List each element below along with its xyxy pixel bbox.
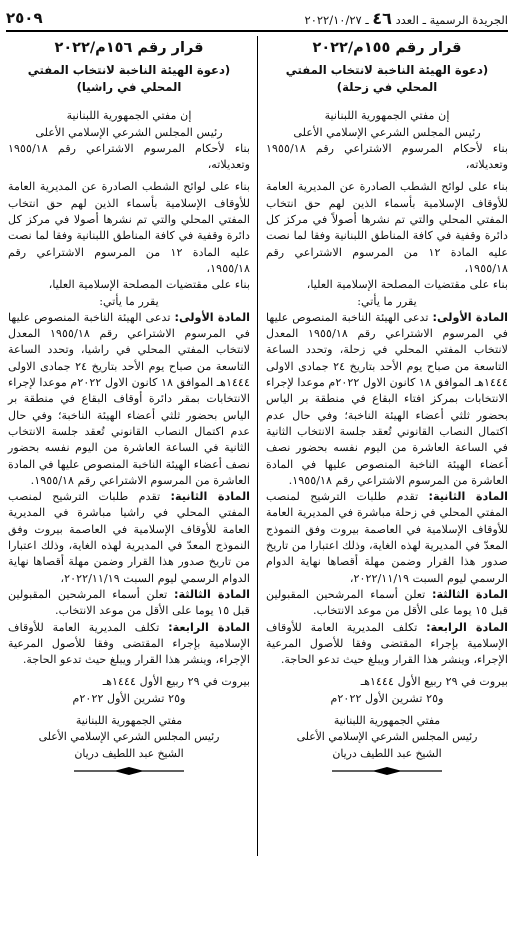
decision-subtitle: (دعوة الهيئة الناخبة لانتخاب المفتي المحلي في راشيا) [27, 63, 231, 95]
page-number: ٢٥٠٩ [6, 9, 43, 27]
article-label: المادة الثانية: [170, 490, 250, 504]
article-label: المادة الرابعة: [168, 620, 250, 634]
signature-name: الشيخ عبد اللطيف دريان [332, 746, 442, 760]
recital-paragraph: بناء على مقتضيات المصلحة الإسلامية العليا، [48, 278, 250, 292]
article-text: تدعى الهيئة الناخبة المنصوص عليها في المرسوم الاشتراعي رقم ١٩٥٥/١٨ المعدل لانتخاب المفتي المحلي في زحلة، وتحدد الساعة التاسعة من صباح يوم الأحد بتاريخ ٢٤ جمادى الاولى ١٤٤٤هـ الموافق ١٨ كانون الاول ٢٠٢٢م موعدا لإجراء الانتخابات بمركز افتاء البقاع في منطقة بر الياس بحضور ثلثي أعضاء الهيئة الناخبة؛ وفي حال عدم اكتمال النصاب القانوني تُعقد جلسة الانتخاب الثانية في الساعة العاشرة من اليوم نفسه بحضور نصف أعضاء الهيئة الناخبة المنصوص عليها في المادة العاشرة من المرسوم الاشتراعي رقم ١٩٥٥/١٨. [266, 310, 508, 487]
date-gregorian: و٢٥ تشرين الأول ٢٠٢٢م [330, 691, 444, 705]
end-ornament-icon [74, 766, 184, 776]
date-hijri: بيروت في ٢٩ ربيع الأول ١٤٤٤هـ [360, 675, 508, 689]
decision-155 [266, 36, 508, 776]
article-text: تقدم طلبات الترشيح لمنصب المفتي المحلي في راشيا مباشرة في المديرية العامة للأوقاف الإسلامية في العاصمة بيروت وفق النموذج المعدّ في المديرية لهذه الغاية، وذلك اعتبارا من تاريخ صدور هذا القرار وضمن مهلة أقصاها نهاية الدوام الرسمي ليوم السبت ٢٠٢٢/١١/١٩، [8, 490, 250, 585]
article-4 [266, 620, 508, 669]
date-gregorian: و٢٥ تشرين الأول ٢٠٢٢م [72, 691, 186, 705]
article-label: المادة الأولى: [174, 310, 250, 324]
intro-line: رئيس المجلس الشرعي الإسلامي الأعلى [35, 125, 223, 139]
article-label: المادة الأولى: [432, 310, 508, 324]
recital-paragraph: بناء على لوائح الشطب الصادرة عن المديرية العامة للأوقاف الإسلامية بأسماء الذين لهم حق انتخاب المفتي المحلي والتي تم نشرها أصولا في مركز كل دائرة وقفية في كافة المناطق اللبنانية وفقا لما نصت عليه المادة ١٢ من المرسوم الاشتراعي رقم ١٩٥٥/١٨، [8, 180, 250, 275]
recital-paragraph: بناء على لوائح الشطب الصادرة عن المديرية العامة للأوقاف الإسلامية بأسماء الذين لهم حق انتخاب المفتي المحلي والتي تم نشرها أصولاً في مركز كل دائرة وقفية في كافة المناطق اللبنانية وفقا لما نصت عليه المادة ١٢ من المرسوم الاشتراعي رقم ١٩٥٥/١٨، [266, 180, 508, 275]
signature-line: مفتي الجمهورية اللبنانية [333, 713, 441, 727]
article-1 [8, 310, 250, 489]
page-header [6, 6, 508, 32]
issue-number: ٤٦ [372, 8, 392, 28]
signature-line: مفتي الجمهورية اللبنانية [75, 713, 183, 727]
decides-line: يقرر ما يأتي: [357, 294, 417, 308]
decision-subtitle: (دعوة الهيئة الناخبة لانتخاب المفتي المحلي في زحلة) [285, 63, 489, 95]
article-2 [8, 489, 250, 587]
article-2 [266, 489, 508, 587]
intro-line: إن مفتي الجمهورية اللبنانية [324, 109, 450, 123]
article-text: تعلن أسماء المرشحين المقبولين قبل ١٥ يوما على الأقل من موعد الانتخاب. [8, 587, 250, 618]
article-text: تقدم طلبات الترشيح لمنصب المفتي المحلي في زحلة مباشرة في المديرية العامة للأوقاف الإسلامية في العاصمة بيروت وفق النموذج المعدّ في المديرية لهذه الغاية، وذلك اعتبارا من تاريخ صدور هذا القرار وضمن مهلة أقصاها نهاية الدوام الرسمي ليوم السبت ٢٠٢٢/١١/١٩، [266, 490, 508, 585]
signature-name: الشيخ عبد اللطيف دريان [74, 746, 184, 760]
article-label: المادة الرابعة: [426, 620, 508, 634]
gazette-title [305, 9, 508, 28]
signature-line: رئيس المجلس الشرعي الإسلامي الأعلى [38, 730, 220, 744]
article-text: تكلف المديرية العامة للأوقاف الإسلامية بإجراء المقتضى وفقا للأصول المرعية الإجراء، وينشر هذا القرار ويبلغ حيث تدعو الحاجة. [8, 620, 250, 667]
intro-line: إن مفتي الجمهورية اللبنانية [66, 109, 192, 123]
decision-156 [8, 36, 250, 776]
article-label: المادة الثالثة: [174, 587, 250, 601]
date-hijri: بيروت في ٢٩ ربيع الأول ١٤٤٤هـ [102, 675, 250, 689]
article-text: تعلن أسماء المرشحين المقبولين قبل ١٥ يوما على الأقل من موعد الانتخاب. [266, 587, 508, 618]
column-divider [257, 36, 258, 856]
article-text: تكلف المديرية العامة للأوقاف الإسلامية بإجراء المقتضى وفقا للأصول المرعية الإجراء، وينشر هذا القرار ويبلغ حيث تدعو الحاجة. [266, 620, 508, 667]
intro-line: بناء لأحكام المرسوم الاشتراعي رقم ١٩٥٥/١٨ وتعديلاته، [8, 141, 250, 172]
article-4 [8, 620, 250, 669]
article-label: المادة الثانية: [428, 490, 508, 504]
decision-title: قرار رقم ١٥٥م/٢٠٢٢ [312, 40, 462, 56]
intro-line: رئيس المجلس الشرعي الإسلامي الأعلى [293, 125, 481, 139]
article-text: تدعى الهيئة الناخبة المنصوص عليها في المرسوم الاشتراعي رقم ١٩٥٥/١٨ المعدل لانتخاب المفتي المحلي في راشيا، وتحدد الساعة التاسعة من صباح يوم الأحد بتاريخ ٢٤ جمادى الاولى ١٤٤٤هـ الموافق ١٨ كانون الاول ٢٠٢٢م موعدا لإجراء الانتخابات بمقر دائرة أوقاف البقاع في منطقة بر الياس بحضور ثلثي أعضاء الهيئة الناخبة؛ وفي حال عدم اكتمال النصاب القانوني تُعقد جلسة الانتخاب الثانية في الساعة العاشرة من اليوم نفسه بحضور نصف أعضاء الهيئة الناخبة المنصوص عليها في المادة العاشرة من المرسوم الاشتراعي رقم ١٩٥٥/١٨. [8, 310, 250, 487]
decision-title: قرار رقم ١٥٦م/٢٠٢٢ [54, 40, 204, 56]
signature-line: رئيس المجلس الشرعي الإسلامي الأعلى [296, 730, 478, 744]
gazette-name: الجريدة الرسمية ـ العدد [395, 12, 508, 27]
article-1 [266, 310, 508, 489]
recital-paragraph: بناء على مقتضيات المصلحة الإسلامية العليا، [306, 278, 508, 292]
issue-date: ـ ٢٠٢٢/١٠/٢٧ [304, 12, 369, 27]
article-label: المادة الثالثة: [432, 587, 508, 601]
article-3 [266, 587, 508, 620]
intro-line: بناء لأحكام المرسوم الاشتراعي رقم ١٩٥٥/١٨ وتعديلاته، [266, 141, 508, 172]
end-ornament-icon [332, 766, 442, 776]
article-3 [8, 587, 250, 620]
decides-line: يقرر ما يأتي: [99, 294, 159, 308]
